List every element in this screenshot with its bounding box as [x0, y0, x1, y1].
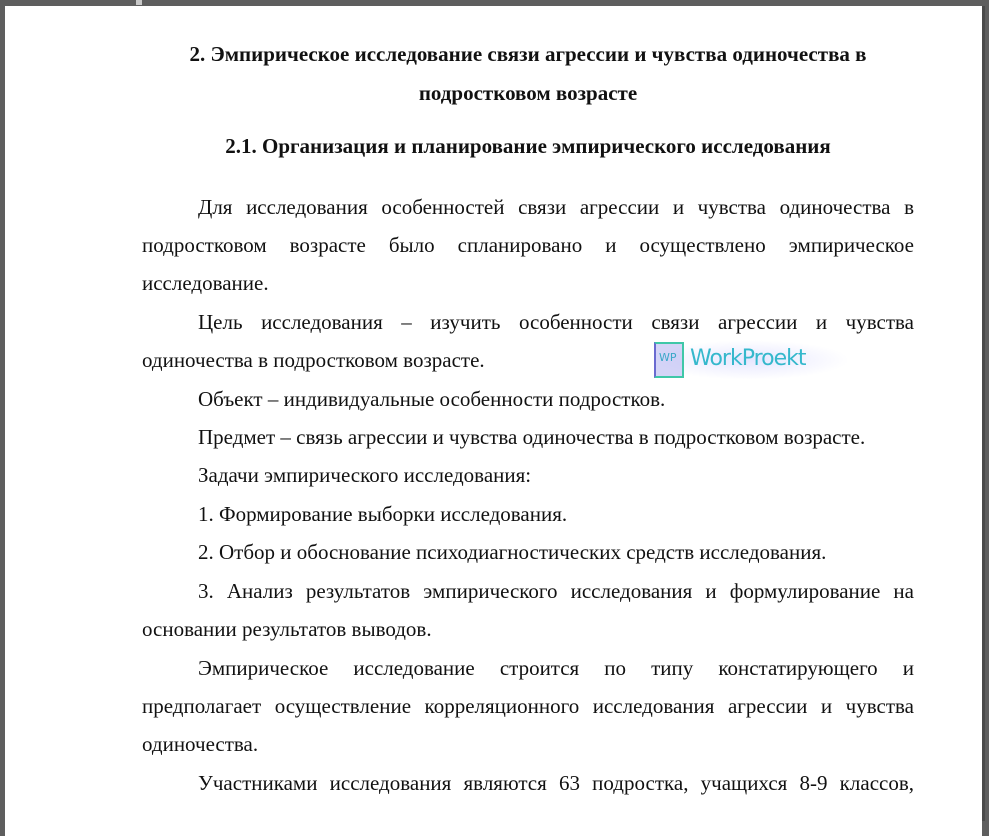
paragraph-line: Цель исследования – изучить особенности связи агрессии и чувства: [198, 310, 914, 334]
heading-line-2: подростковом возрасте: [418, 81, 638, 105]
document-page: [5, 6, 982, 836]
paragraph-line: Предмет – связь агрессии и чувства одиночества в подростковом возрасте.: [198, 425, 866, 449]
paragraph-line: 3. Анализ результатов эмпирического исследования и формулирование на: [198, 579, 914, 603]
paragraph-line: Для исследования особенностей связи агрессии и чувства одиночества в: [198, 195, 914, 219]
paragraph-line: Объект – индивидуальные особенности подростков.: [198, 387, 666, 411]
watermark-logo: [650, 340, 850, 380]
paragraph-line: 2. Отбор и обоснование психодиагностических средств исследования.: [198, 540, 827, 564]
watermark-logo-mark: WP: [659, 351, 677, 364]
paragraph-line: подростковом возрасте было спланировано и осуществлено эмпирическое: [142, 233, 914, 257]
paragraph-line: Задачи эмпирического исследования:: [198, 463, 532, 487]
paragraph-line: Эмпирическое исследование строится по типу констатирующего и: [198, 656, 914, 680]
paragraph-line: Участниками исследования являются 63 подростка, учащихся 8-9 классов,: [198, 771, 914, 795]
subheading: 2.1. Организация и планирование эмпирического исследования: [225, 134, 831, 158]
page-edge: [982, 6, 985, 821]
paragraph-line: одиночества.: [142, 732, 259, 756]
paragraph-line: 1. Формирование выборки исследования.: [198, 502, 568, 526]
paragraph-line: исследование.: [142, 271, 269, 295]
scrollbar-thumb[interactable]: [136, 0, 142, 5]
paragraph-line: основании результатов выводов.: [142, 617, 432, 641]
paragraph-line: одиночества в подростковом возрасте.: [142, 348, 485, 372]
paragraph-line: предполагает осуществление корреляционного исследования агрессии и чувства: [142, 694, 914, 718]
watermark-name: WorkProekt: [690, 346, 806, 371]
heading-line-1: 2. Эмпирическое исследование связи агрессии и чувства одиночества в: [189, 42, 867, 66]
